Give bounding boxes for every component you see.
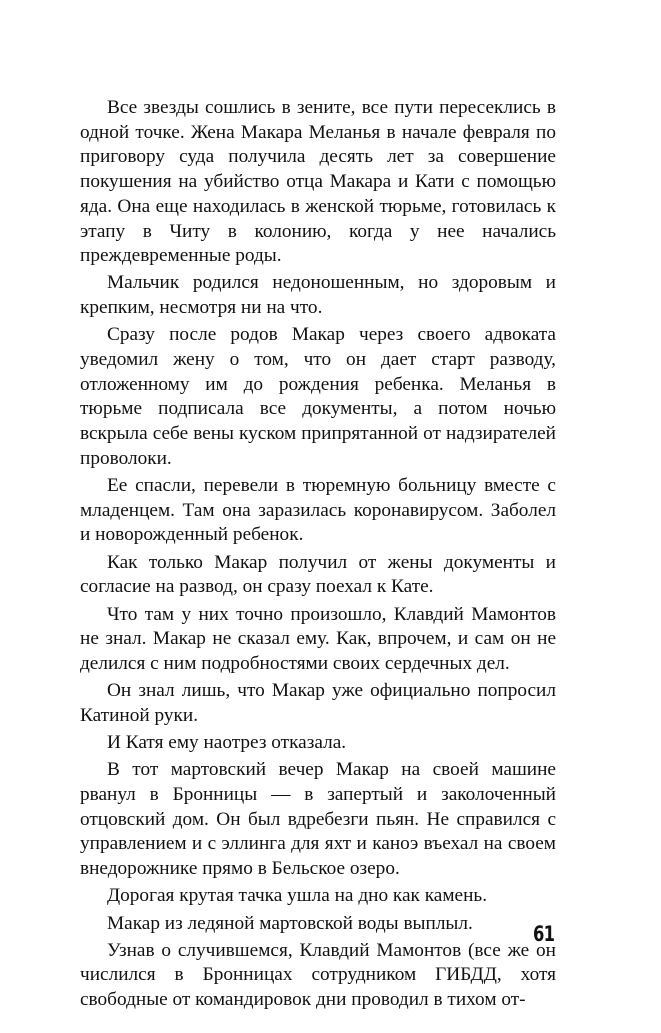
paragraph-12: Узнав о случившемся, Клавдий Мамонтов (все же он числился в Бронницах сотрудником ГИБДД, хотя свободные от командировок дни проводил в тихом от-	[80, 939, 556, 1011]
paragraph-5: Как только Макар получил от жены документы и согласие на развод, он сразу поехал к Кате.	[80, 551, 556, 598]
page-number: 61	[532, 922, 554, 946]
paragraph-9: В тот мартовский вечер Макар на своей машине рванул в Бронницы — в запертый и заколоченный отцовский дом. Он был вдребезги пьян. Не справился с управлением и с эллинга для яхт и каноэ въехал на своем внедорожнике прямо в Бельское озеро.	[80, 759, 556, 880]
paragraph-4: Ее спасли, перевели в тюремную больницу вместе с младенцем. Там она заразилась коронавирусом. Заболел и новорожденный ребенок.	[80, 475, 556, 546]
paragraph-8: И Катя ему наотрез отказала.	[107, 732, 347, 754]
paragraph-6: Что там у них точно произошло, Клавдий Мамонтов не знал. Макар не сказал ему. Как, впрочем, и сам он не делился с ним подробностями своих сердечных дел.	[80, 603, 556, 674]
paragraph-3: Сразу после родов Макар через своего адвоката уведомил жену о том, что он дает старт разводу, отложенному им до рождения ребенка. Меланья в тюрьме подписала все документы, а потом ночью вскрыла себе вены куском припрятанной от надзирателей проволоки.	[80, 324, 556, 469]
page-text	[80, 96, 556, 1015]
paragraph-1: Все звезды сошлись в зените, все пути пересеклись в одной точке. Жена Макара Меланья в начале февраля по приговору суда получила десять лет за совершение покушения на убийство отца Макара и Кати с помощью яда. Она еще находилась в женской тюрьме, готовилась к этапу в Читу в колонию, когда у нее начались преждевременные роды.	[80, 97, 556, 267]
paragraph-11: Макар из ледяной мартовской воды выплыл.	[107, 912, 473, 934]
paragraph-10: Дорогая крутая тачка ушла на дно как камень.	[107, 885, 488, 907]
paragraph-7: Он знал лишь, что Макар уже официально попросил Катиной руки.	[80, 680, 556, 726]
paragraph-2: Мальчик родился недоношенным, но здоровым и крепким, несмотря ни на что.	[80, 272, 556, 319]
